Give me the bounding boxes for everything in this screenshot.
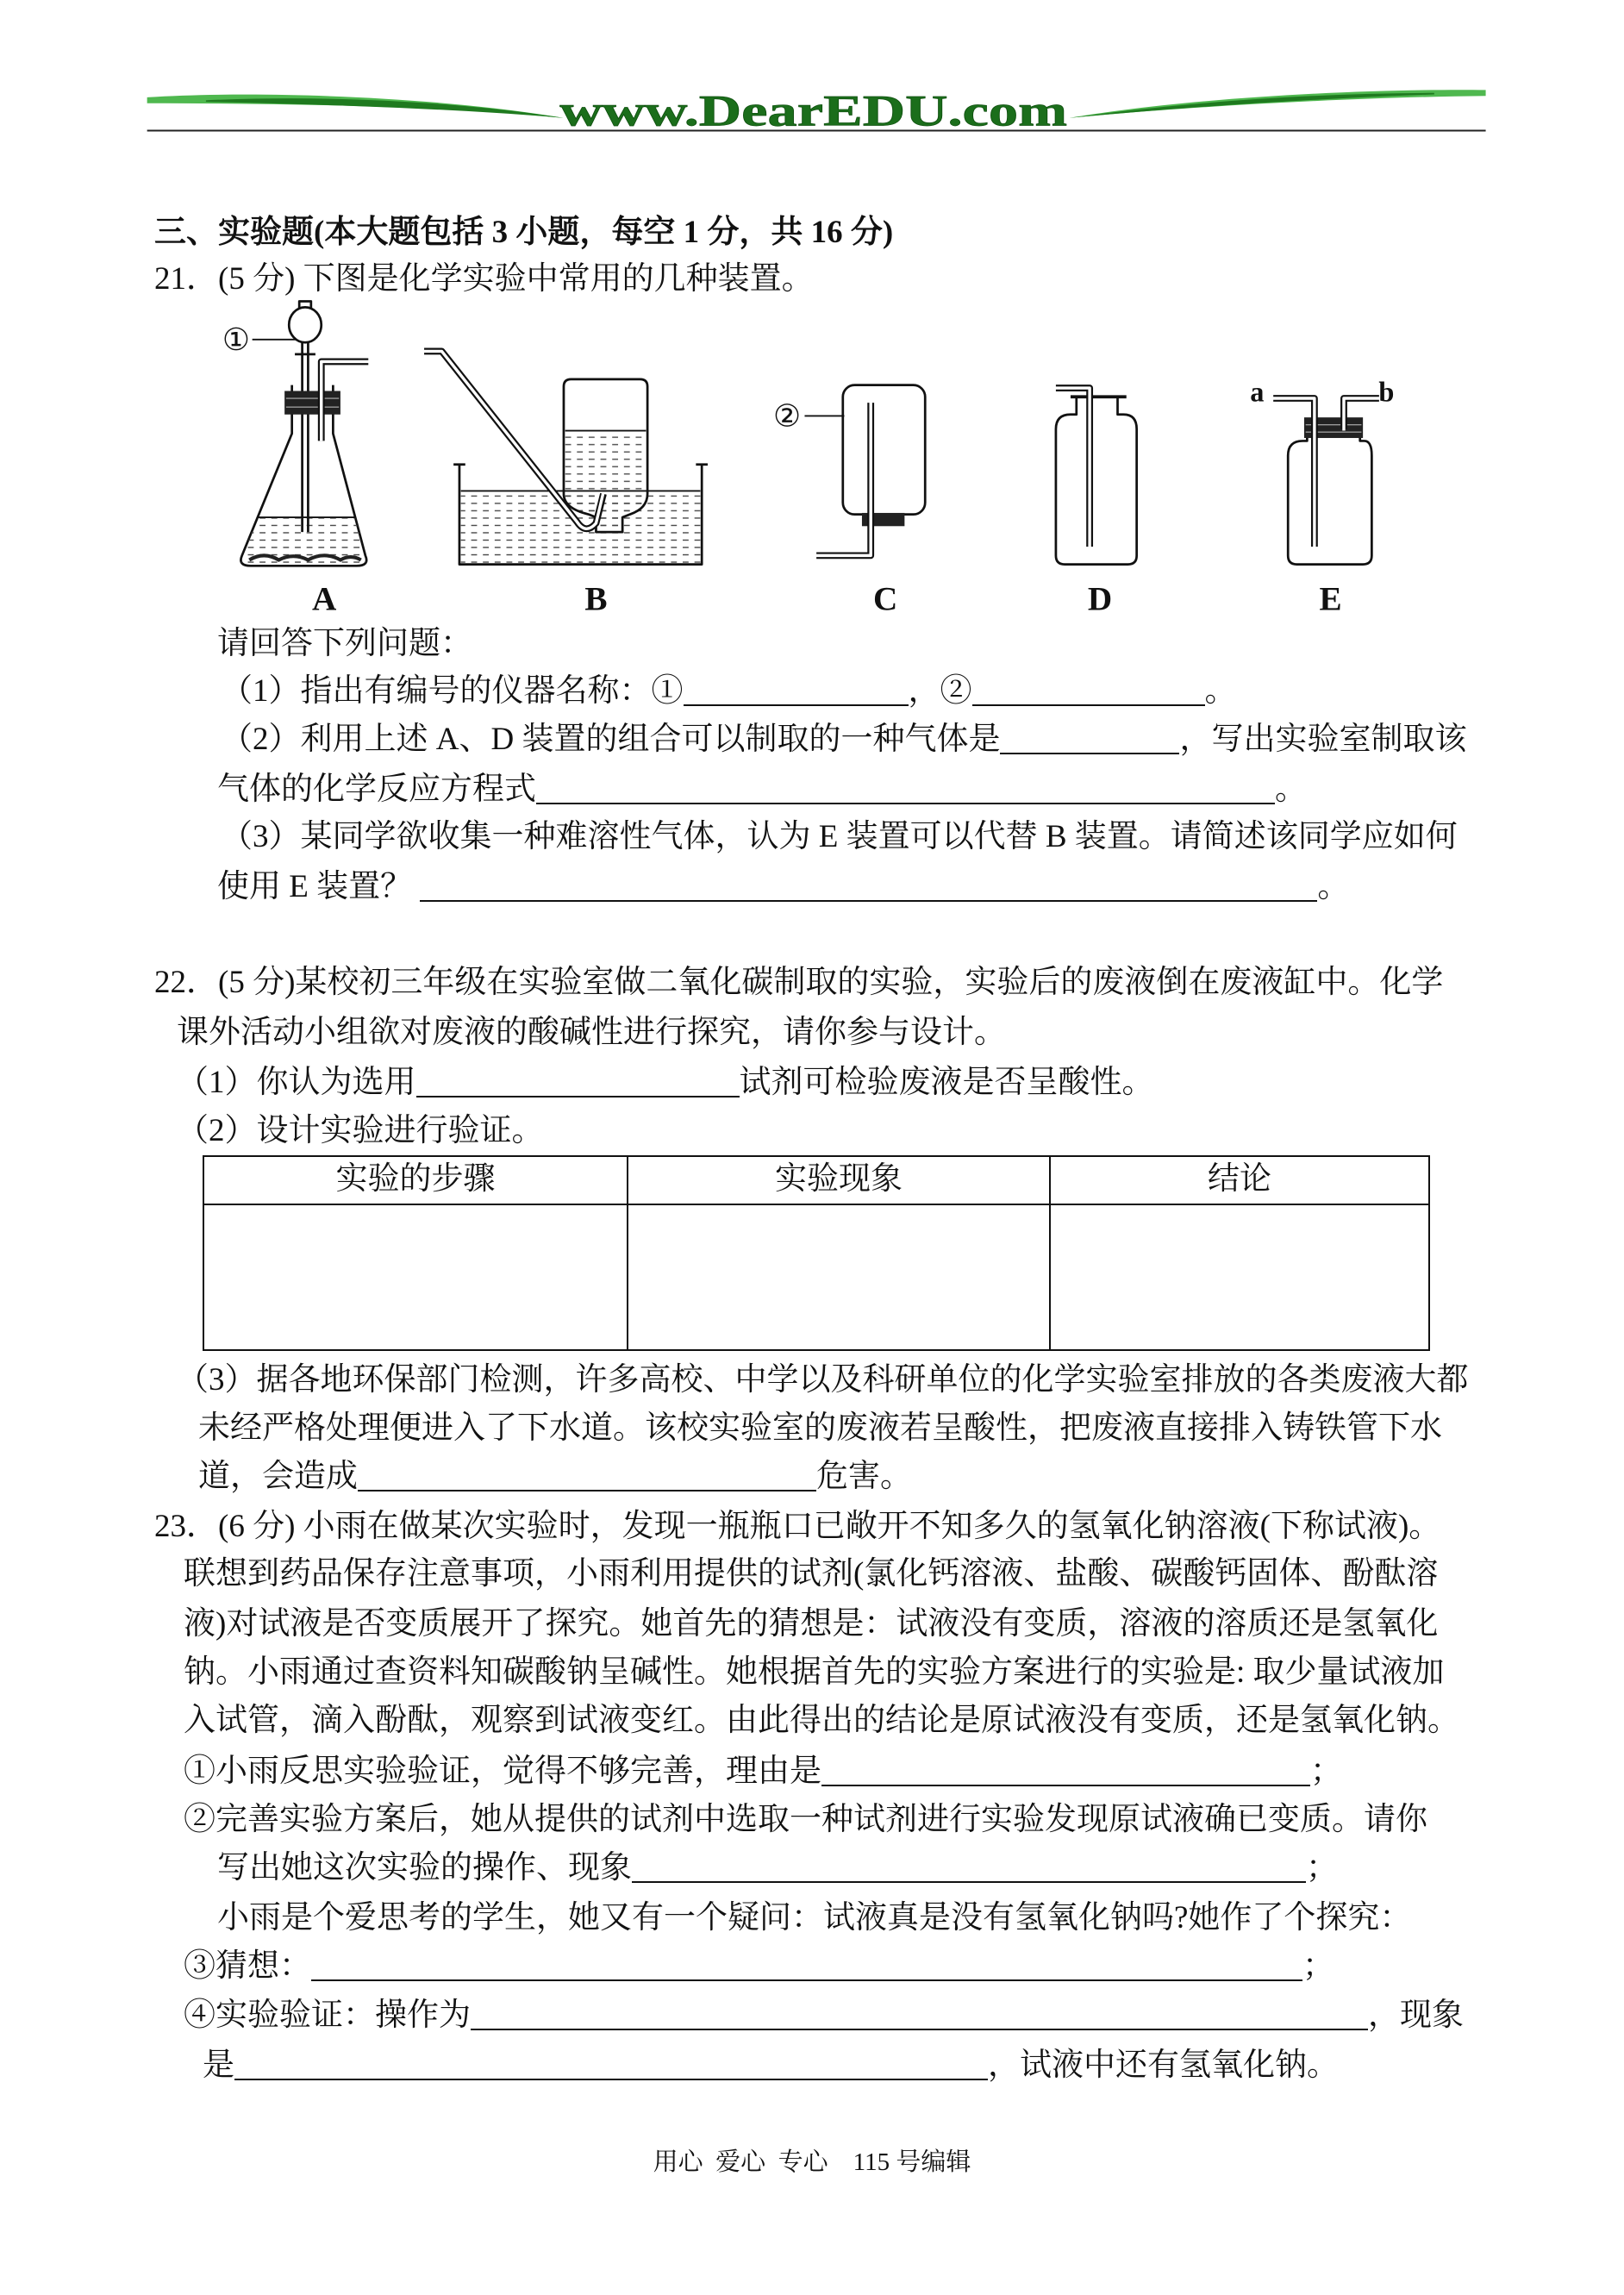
q22-part3-line3-end: 危害。 [816,1459,912,1494]
label-c: C [873,580,898,618]
q23-line2: 联想到药品保存注意事项，小雨利用提供的试剂(氯化钙溶液、盐酸、碳酸钙固体、酚酞溶 [184,1556,1439,1591]
answer-blank [632,1850,1306,1883]
q21-part2-line2 [217,771,1307,809]
marker-2: ② [772,398,802,435]
q23-line1: 23．(6 分) 小雨在做某次实验时，发现一瓶瓶口已敞开不知多久的氢氧化钠溶液(下称试液)。 [154,1509,1441,1544]
funnel-stem [303,342,309,532]
table-cell [628,1205,1051,1349]
experiment-table [203,1155,1430,1351]
port-a-label: a [1250,377,1265,409]
section-title: 三、实验题(本大题包括 3 小题，每空 1 分，共 16 分) [154,215,894,250]
q21-part1 [221,672,1237,710]
q22-part2: （2）设计实验进行验证。 [177,1113,544,1148]
apparatus-d [1054,388,1136,617]
q23-item3 [184,1948,1334,1985]
q22-part3-line1: （3）据各地环保部门检测，许多高校、中学以及科研单位的化学实验室排放的各类废液大都 [177,1362,1469,1398]
page-footer: 用心 爱心 专心 115 号编辑 [653,2148,971,2176]
answer-blank [311,1948,1302,1981]
q21-part1-sep: ，② [908,673,972,709]
q23-item2-line2-end: ； [1306,1850,1338,1885]
answer-blank [821,1754,1310,1786]
q22-part3-line3-text: 道，会造成 [198,1459,358,1494]
q21-part3-line2 [217,868,1349,906]
q23-item1 [184,1753,1342,1791]
q23-item2-line2-text: 写出她这次实验的操作、现象 [217,1850,632,1885]
apparatus-a [222,302,370,618]
answer-blank [358,1459,816,1491]
q23-item2-line1: ②完善实验方案后，她从提供的试剂中选取一种试剂进行实验发现原试液确已变质。请你 [184,1802,1427,1837]
q21-part2-line2-text: 气体的化学反应方程式 [217,772,536,807]
q23-item4-line2 [203,2047,1339,2085]
header-banner [0,66,1624,147]
table-header-steps: 实验的步骤 [204,1157,628,1204]
bottle-c [843,385,925,515]
q23-item3-text: ③猜想： [184,1948,311,1984]
q21-part2-text: （2）利用上述 A、D 装置的组合可以制取的一种气体是 [221,722,1001,757]
gas-jar-d [1056,397,1137,564]
table-cell [1051,1205,1428,1349]
q23-line3: 液)对试液是否变质展开了探究。她首先的猜想是：试液没有变质，溶液的溶质还是氢氧化 [184,1606,1439,1642]
q21-part2-line1 [221,721,1466,759]
q22-stem-line1: 22．(5 分)某校初三年级在实验室做二氧化碳制取的实验，实验后的废液倒在废液缸中。化学 [154,965,1444,1000]
funnel-bulb [289,307,321,342]
port-b-label: b [1378,377,1395,409]
tube-d [1056,388,1090,547]
wash-bottle [1288,435,1371,565]
left-swoosh-shade [206,98,564,118]
q23-item1-text: ①小雨反思实验验证，觉得不够完善，理由是 [184,1754,821,1789]
tube-d-bore [1054,388,1090,548]
apparatus-e [1250,377,1394,617]
apparatus-b [422,351,708,617]
q22-part3-line3 [198,1458,912,1496]
q23-item3-end: ； [1302,1948,1334,1984]
table-cell [204,1205,628,1349]
q23-item4-line2-end: ，试液中还有氢氧化钠。 [988,2048,1339,2083]
q21-part3-line2-text: 使用 E 装置？ [217,869,421,904]
apparatus-c [773,385,925,618]
site-logo: www.DearEDU.com [559,86,1068,136]
q23-item4-line1 [184,1997,1464,2035]
table-header-conclusion: 结论 [1208,1161,1271,1197]
q21-part1-end: 。 [1204,673,1237,709]
q23-item4-line2-text: 是 [203,2048,234,2083]
q21-part3-line2-end: 。 [1317,869,1350,904]
q23-line5: 入试管，滴入酚酞，观察到试液变红。由此得出的结论是原试液没有变质，还是氢氧化钠。 [184,1703,1459,1738]
q23-item4-line1-end: ，现象 [1368,1998,1464,2033]
q23-note: 小雨是个爱思考的学生，她又有一个疑问：试液真是没有氢氧化钠吗?她作了个探究： [217,1900,1412,1935]
left-swoosh [147,95,564,118]
label-b: B [584,580,608,618]
table-header-row [204,1157,1428,1205]
answer-blank [1000,722,1179,754]
q22-part1-text: （1）你认为选用 [177,1065,416,1100]
q21-prompt: 请回答下列问题： [217,626,472,661]
q23-item2-line2 [217,1849,1338,1887]
answer-blank [420,869,1317,902]
marker-1: ① [222,322,250,358]
q22-part1 [177,1064,1154,1102]
q21-part2-line2-end: 。 [1275,772,1307,807]
q21-stem: 21．(5 分) 下图是化学实验中常用的几种装置。 [154,261,814,297]
label-a: A [312,580,337,618]
table-header-phenomena: 实验现象 [628,1157,1051,1204]
label-e: E [1319,580,1342,618]
q21-part2-line1-end: ，写出实验室制取该 [1179,722,1467,757]
answer-blank [234,2048,988,2080]
q23-item1-end: ； [1310,1754,1342,1789]
q22-stem-line2: 课外活动小组欲对废液的酸碱性进行探究，请你参与设计。 [177,1015,1006,1050]
q22-part1-end: 试剂可检验废液是否呈酸性。 [739,1065,1154,1100]
answer-blank [684,673,909,706]
label-d: D [1087,580,1113,618]
table-row [204,1205,1428,1349]
answer-blank [416,1065,740,1097]
answer-blank [536,772,1275,804]
q23-item4-text: ④实验验证：操作为 [184,1998,471,2033]
rubber-stopper [284,391,340,414]
answer-blank [972,673,1205,706]
q22-part3-line2: 未经严格处理便进入了下水道。该校实验室的废液若呈酸性，把废液直接排入铸铁管下水 [198,1410,1442,1446]
answer-blank [471,1998,1368,2030]
q23-line4: 钠。小雨通过查资料知碳酸钠呈碱性。她根据首先的实验方案进行的实验是: 取少量试液加 [184,1654,1445,1690]
q21-part3-line1: （3）某同学欲收集一种难溶性气体，认为 E 装置可以代替 B 装置。请简述该同学应如何 [221,819,1458,854]
apparatus-figure [0,294,1624,632]
q21-part1-text: （1）指出有编号的仪器名称：① [221,673,684,709]
